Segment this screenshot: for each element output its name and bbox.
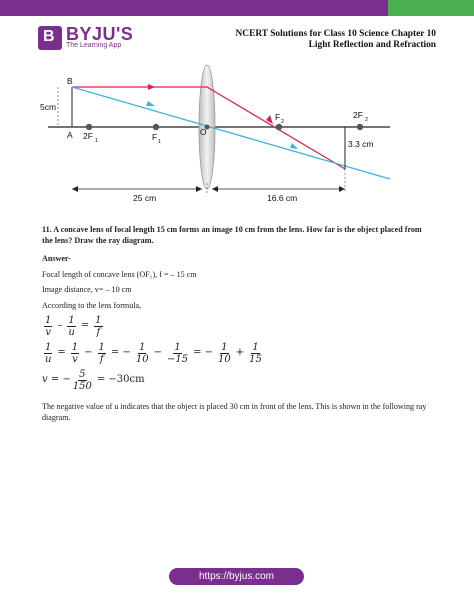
- focal-length-text: Focal length of concave lens (OF₁), f = – 15 cm: [42, 269, 197, 279]
- label-u: 25 cm: [133, 193, 157, 203]
- point-2F2: [357, 124, 363, 130]
- label-height: 5cm: [40, 102, 57, 112]
- logo-tagline: The Learning App: [66, 42, 122, 49]
- label-2F1: 2F: [83, 131, 93, 141]
- ray-diagram: [40, 58, 395, 208]
- svg-text:2: 2: [365, 117, 369, 123]
- top-bar-accent: [388, 0, 474, 16]
- byjus-logo[interactable]: [38, 25, 133, 51]
- svg-text:1: 1: [158, 139, 162, 145]
- label-image-height: 3.3 cm: [348, 139, 374, 149]
- point-F1: [153, 124, 159, 130]
- lens-formula-text: According to the lens formula,: [42, 300, 142, 310]
- conclusion-text: The negative value of u indicates that the object is placed 30 cm in front of the lens. This is shown in the following ray diagram.: [42, 402, 427, 422]
- label-B: B: [67, 76, 73, 86]
- footer-url[interactable]: https://byjus.com: [198, 571, 275, 582]
- top-bar: [0, 0, 474, 16]
- label-F1: F: [152, 132, 158, 142]
- label-A: A: [67, 130, 73, 140]
- footer-url-button[interactable]: [169, 568, 304, 585]
- header-title: NCERT Solutions for Class 10 Science Chapter 10 Light Reflection and Refraction: [235, 29, 436, 50]
- label-F2: F: [275, 112, 281, 122]
- svg-text:2: 2: [281, 119, 285, 125]
- label-O: O: [200, 127, 207, 137]
- blue-ray-arrow-2: [290, 143, 298, 149]
- solution-content: [42, 225, 434, 423]
- point-2F1: [86, 124, 92, 130]
- logo-name: BYJU'S: [66, 24, 134, 44]
- label-v: 16.6 cm: [267, 193, 298, 203]
- lens-formula: $\frac{1}{v}$ – $\frac{1}{u}$ = $\frac{1}{f}$: [45, 315, 102, 338]
- logo-icon: B: [38, 26, 62, 50]
- image-distance-text: Image distance, v= – 10 cm: [42, 285, 132, 294]
- svg-text:1: 1: [95, 138, 99, 144]
- label-2F2: 2F: [353, 110, 363, 120]
- red-ray-arrow: [148, 84, 155, 90]
- answer-label: Answer-: [42, 254, 71, 263]
- blue-ray-arrow: [146, 101, 155, 106]
- question-text: 11. A concave lens of focal length 15 cm forms an image 10 cm from the lens. How far is the object placed from the lens? Draw the ray diagram.: [42, 225, 422, 245]
- result-u: v = − $\frac{5}{150}$ = −30cm: [42, 369, 145, 392]
- solve-for-u: $\frac{1}{u}$ = $\frac{1}{v}$ − $\frac{1}{f}$ = − $\frac{1}{10}$ − $\frac{1}{-15}$ = − $\frac{1}{10}$ + $\frac{1}{15}$: [44, 342, 262, 365]
